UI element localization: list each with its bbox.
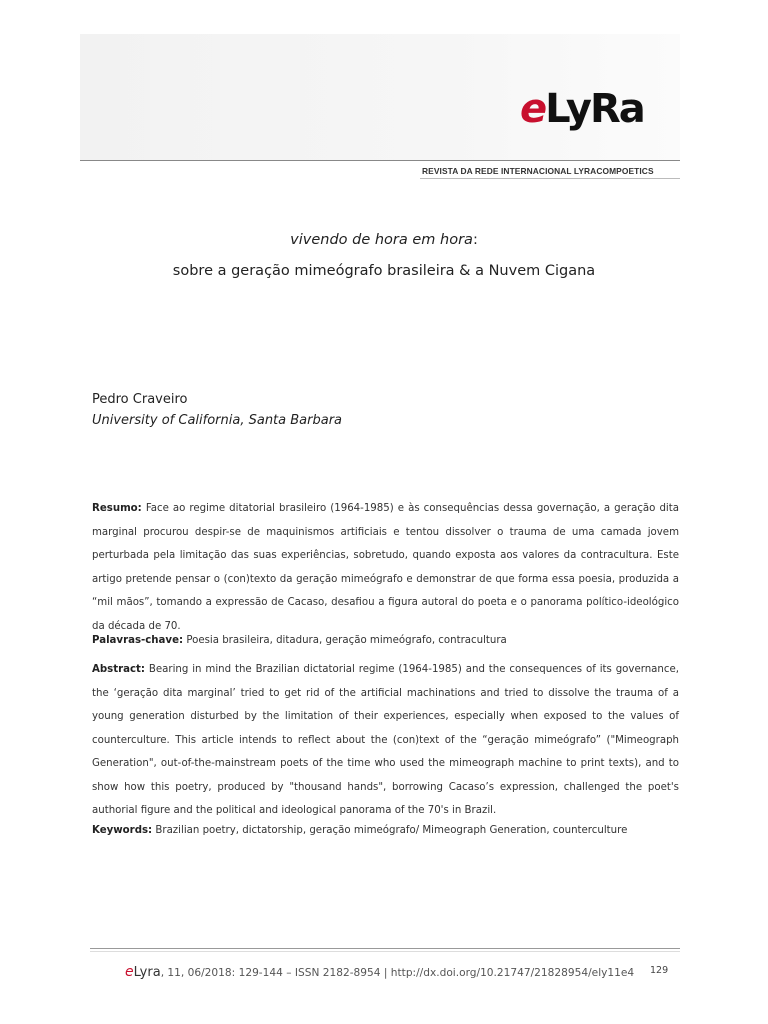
footer-divider bbox=[90, 948, 680, 949]
footer-logo-e: e bbox=[125, 964, 134, 980]
author-name: Pedro Craveiro bbox=[92, 392, 188, 407]
page-number: 129 bbox=[650, 965, 669, 976]
footer-citation bbox=[125, 964, 634, 981]
keywords-label: Keywords: bbox=[92, 825, 153, 836]
palavras-chave-label: Palavras-chave: bbox=[92, 635, 184, 646]
footer-logo-lyra: Lyra bbox=[133, 965, 161, 980]
journal-subtitle: REVISTA DA REDE INTERNACIONAL LYRACOMPOETICS bbox=[422, 166, 654, 176]
logo-lyra: LyRa bbox=[545, 86, 644, 132]
journal-logo bbox=[520, 84, 644, 134]
palavras-chave-line bbox=[92, 632, 679, 650]
abstract-text: Bearing in mind the Brazilian dictatorial regime (1964-1985) and the consequences of its governance, the ‘geração dita marginal’ tried to get rid of the artificial machinations and tried to dissolve the trauma of a young generation disturbed by the limitation of their experiences, especially when exposed to the values of counterculture. This article intends to reflect about the (con)text of the “geração mimeógrafo” ("Mimeograph Generation", out-of-the-mainstream poets of the time who used the mimeograph machine to print texts), and to show how this poetry, produced by "thousand hands", borrowing Cacaso’s expression, challenged the poet's authorial figure and the political and ideological panorama of the 70's in Brazil. bbox=[92, 664, 679, 816]
palavras-chave-text: Poesia brasileira, ditadura, geração mimeógrafo, contracultura bbox=[186, 635, 507, 646]
logo-e: e bbox=[520, 86, 546, 132]
article-title-line1 bbox=[0, 230, 768, 250]
resumo-label: Resumo: bbox=[92, 503, 142, 514]
resumo-paragraph bbox=[92, 497, 679, 638]
header-divider bbox=[80, 160, 680, 161]
abstract-label: Abstract: bbox=[92, 664, 145, 675]
article-title-line2: sobre a geração mimeógrafo brasileira & a Nuvem Cigana bbox=[172, 263, 596, 279]
resumo-text: Face ao regime ditatorial brasileiro (1964-1985) e às consequências dessa governação, a geração dita marginal procurou despir-se de maquinismos artificiais e tentou dissolver o trauma de uma camada jovem perturbada pela limitação das suas experiências, sobretudo, quando exposta aos valores da contracultura. Este artigo pretende pensar o (con)texto da geração mimeógrafo e demonstrar de que forma essa poesia, produzida a “mil mãos”, tomando a expressão de Cacaso, desafiou a figura autoral do poeta e o panorama político-ideológico da década de 70. bbox=[92, 503, 679, 632]
abstract-paragraph bbox=[92, 658, 679, 823]
footer-divider-shadow bbox=[90, 951, 680, 952]
author-affiliation: University of California, Santa Barbara bbox=[92, 413, 343, 428]
footer-citation-text: , 11, 06/2018: 129-144 – ISSN 2182-8954 | http://dx.doi.org/10.21747/21828954/ely11e4 bbox=[160, 967, 635, 979]
title-colon: : bbox=[472, 232, 478, 248]
keywords-line bbox=[92, 822, 679, 840]
subtitle-divider bbox=[420, 178, 680, 179]
keywords-text: Brazilian poetry, dictatorship, geração mimeógrafo/ Mimeograph Generation, counterculture bbox=[155, 825, 628, 836]
title-italic: vivendo de hora em hora bbox=[290, 232, 473, 248]
